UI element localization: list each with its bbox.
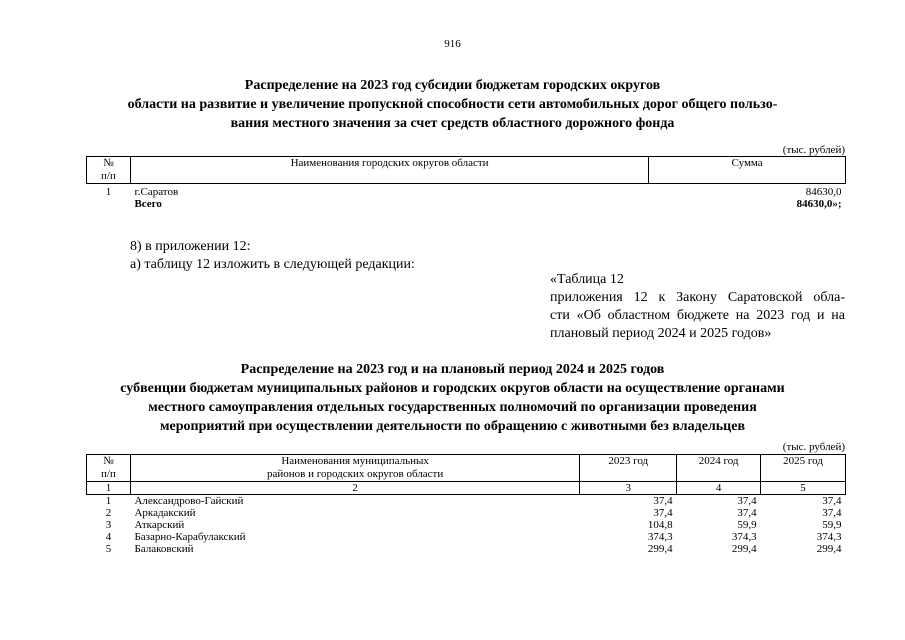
col-number: 1 — [87, 482, 131, 495]
col-header-2025: 2025 год — [761, 455, 846, 482]
row-2025: 374,3 — [816, 531, 842, 543]
col-header-sum: Сумма — [649, 157, 846, 184]
row-2023: 37,4 — [653, 507, 673, 519]
row-2024: 374,3 — [731, 531, 757, 543]
row-2024: 299,4 — [731, 543, 757, 555]
subsidy-table — [86, 156, 846, 210]
table-total-row — [87, 198, 846, 210]
table-header-row — [87, 157, 846, 184]
col-header-num: № п/п — [87, 157, 131, 184]
row-2024: 37,4 — [737, 507, 757, 519]
table-row — [87, 519, 846, 531]
row-2023: 104,8 — [647, 519, 673, 531]
page-number: 916 — [444, 38, 461, 50]
title-line: вания местного значения за счет средств областного дорожного фонда — [230, 116, 675, 131]
row-name: г.Саратов — [134, 186, 179, 198]
col-number: 2 — [130, 482, 579, 495]
row-num: 1 — [105, 186, 112, 198]
col-number: 3 — [580, 482, 677, 495]
row-2025: 59,9 — [822, 519, 842, 531]
title-subvention — [60, 360, 845, 436]
table-row — [87, 507, 846, 519]
total-sum: 84630,0»; — [796, 198, 842, 210]
total-label: Всего — [134, 198, 162, 210]
title-line: местного самоуправления отдельных государственных полномочий по организации проведения — [148, 400, 757, 415]
units-label: (тыс. рублей) — [782, 144, 845, 156]
row-name: Базарно-Карабулакский — [134, 531, 246, 543]
table-header-row — [87, 455, 846, 482]
col-header-num: № п/п — [87, 455, 131, 482]
title-line: области на развитие и увеличение пропускной способности сети автомобильных дорог общего пользо- — [127, 97, 778, 112]
title-line: Распределение на 2023 год субсидии бюджетам городских округов — [244, 78, 661, 93]
col-header-name: Наименования муниципальных районов и городских округов области — [130, 455, 579, 482]
row-2023: 299,4 — [647, 543, 673, 555]
row-num: 4 — [105, 531, 112, 543]
quote-line: «Таблица 12 — [550, 272, 624, 287]
body-line: а) таблицу 12 изложить в следующей редакции: — [130, 257, 415, 272]
title-subsidy — [60, 76, 845, 133]
body-line: 8) в приложении 12: — [130, 239, 251, 254]
quote-line: приложения 12 к Закону Саратовской обла- — [550, 290, 845, 305]
col-number: 4 — [677, 482, 761, 495]
quote-line: сти «Об областном бюджете на 2023 год и на — [550, 308, 845, 323]
row-name: Балаковский — [134, 543, 194, 555]
col-header-name: Наименования городских округов области — [130, 157, 648, 184]
table-row — [87, 531, 846, 543]
table-caption-quote — [550, 271, 845, 343]
col-header-2024: 2024 год — [677, 455, 761, 482]
col-header-2023: 2023 год — [580, 455, 677, 482]
body-text — [130, 238, 415, 274]
row-sum: 84630,0 — [805, 186, 842, 198]
row-2025: 37,4 — [822, 495, 842, 507]
row-2023: 374,3 — [647, 531, 673, 543]
row-num: 2 — [105, 507, 112, 519]
row-2025: 37,4 — [822, 507, 842, 519]
column-number-row — [87, 482, 846, 495]
table-row — [87, 543, 846, 555]
title-line: мероприятий при осуществлении деятельности по обращению с животными без владельцев — [159, 419, 746, 434]
row-name: Александрово-Гайский — [134, 495, 244, 507]
row-num: 3 — [105, 519, 112, 531]
units-label: (тыс. рублей) — [782, 441, 845, 453]
row-2025: 299,4 — [816, 543, 842, 555]
row-2024: 59,9 — [737, 519, 757, 531]
table-row — [87, 495, 846, 508]
row-name: Аркадакский — [134, 507, 196, 519]
row-2023: 37,4 — [653, 495, 673, 507]
row-num: 5 — [105, 543, 112, 555]
col-number: 5 — [761, 482, 846, 495]
row-num: 1 — [105, 495, 112, 507]
row-2024: 37,4 — [737, 495, 757, 507]
title-line: субвенции бюджетам муниципальных районов и городских округов области на осуществление органами — [120, 381, 785, 396]
row-name: Аткарский — [134, 519, 185, 531]
table-row — [87, 184, 846, 199]
quote-line: плановый период 2024 и 2025 годов» — [550, 326, 772, 341]
subvention-table — [86, 454, 846, 555]
title-line: Распределение на 2023 год и на плановый период 2024 и 2025 годов — [240, 362, 665, 377]
